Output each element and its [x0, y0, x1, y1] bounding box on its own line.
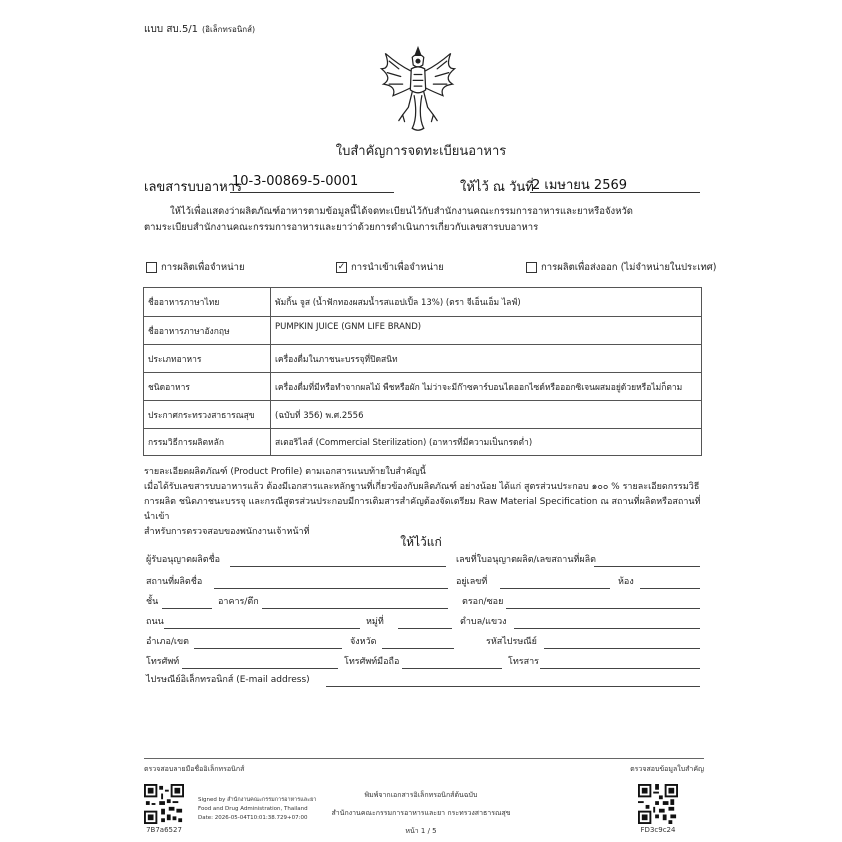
signer-org: Food and Drug Administration, Thailand [198, 806, 308, 812]
verify-signature-label: ตรวจสอบลายมือชื่ออิเล็กทรอนิกส์ [144, 765, 245, 773]
licensee-name-field[interactable] [230, 566, 446, 567]
table-row [144, 288, 702, 317]
moo-label: หมู่ที่ [366, 617, 384, 627]
form-code [144, 22, 255, 37]
phone-label: โทรศัพท์ [146, 657, 180, 667]
intro-paragraph [144, 204, 704, 236]
table-row [144, 345, 702, 373]
note-line: การผลิต ชนิดภาชนะบรรจุ และกรณีสูตรส่วนประกอบมีการเติมสารสำคัญต้องจัดเตรียม Raw Material Specification ณ สถานที่ผลิตหรือสถานที่นำเข้า [144, 497, 701, 522]
option-export-production[interactable] [526, 260, 717, 275]
subdistrict-label: ตำบล/แขวง [460, 617, 507, 627]
table-row [144, 429, 702, 456]
signed-by: Signed by สำนักงานคณะกรรมการอาหารและยา [198, 797, 317, 803]
note-line: เมื่อได้รับเลขสารบบอาหารแล้ว ต้องมีเอกสารและหลักฐานที่เกี่ยวข้องกับผลิตภัณฑ์ อย่างน้อย ได้แก่ สูตรส่วนประกอบ ๑๐๐ % รายละเอียดกรรมวิธี [144, 482, 700, 492]
note-line: รายละเอียดผลิตภัณฑ์ (Product Profile) ตามเอกสารแนบท้ายใบสำคัญนี้ [144, 467, 426, 477]
row-value: พัมกิ้น จูส (น้ำฟักทองผสมน้ำรสแอปเปิ้ล 13%) (ตรา จีเอ็นเอ็ม ไลฟ์) [271, 288, 702, 317]
row-label: ประกาศกระทรวงสาธารณสุข [144, 401, 271, 429]
building-label: อาคาร/ตึก [218, 597, 259, 607]
issued-underline [530, 192, 700, 193]
checkbox-checked-icon[interactable]: ✓ [337, 262, 346, 272]
address-no-label: อยู่เลขที่ [456, 577, 488, 587]
row-label: ชนิดอาหาร [144, 373, 271, 401]
room-field[interactable] [640, 588, 700, 589]
table-row [144, 373, 702, 401]
table-row [144, 401, 702, 429]
floor-field[interactable] [162, 608, 212, 609]
phone-field[interactable] [182, 668, 338, 669]
mobile-label: โทรศัพท์มือถือ [344, 657, 400, 667]
issued-date: 2 เมษายน 2569 [532, 178, 628, 193]
qr-left-code: 7B7a6527 [146, 826, 182, 834]
room-label: ห้อง [618, 577, 634, 587]
building-field[interactable] [262, 608, 448, 609]
option-label: การนำเข้าเพื่อจำหน่าย [351, 262, 444, 273]
row-label: ประเภทอาหาร [144, 345, 271, 373]
document-title: ใบสำคัญการจดทะเบียนอาหาร [335, 144, 507, 159]
intro-line-2: ตามระเบียบสำนักงานคณะกรรมการอาหารและยาว่าด้วยการดำเนินการเกี่ยวกับเลขสารบบอาหาร [144, 222, 539, 233]
qr-right-code: FD3c9c24 [640, 826, 676, 834]
note-line: สำหรับการตรวจสอบของพนักงานเจ้าหน้าที่ [144, 527, 310, 537]
row-label: ชื่ออาหารภาษาไทย [144, 288, 271, 317]
table-row [144, 317, 702, 345]
office-name: สำนักงานคณะกรรมการอาหารและยา กระทรวงสาธารณสุข [331, 809, 511, 817]
province-field[interactable] [382, 648, 454, 649]
email-field[interactable] [326, 686, 700, 687]
option-domestic-production[interactable] [146, 260, 245, 275]
place-name-label: สถานที่ผลิตชื่อ [146, 577, 203, 587]
fax-label: โทรสาร [508, 657, 539, 667]
row-value: PUMPKIN JUICE (GNM LIFE BRAND) [271, 317, 702, 345]
alley-label: ตรอก/ซอย [462, 597, 504, 607]
option-import[interactable] [336, 260, 444, 275]
row-value: สเตอริไลส์ (Commercial Sterilization) (อาหารที่มีความเป็นกรดต่ำ) [271, 429, 702, 456]
notes-block [144, 465, 704, 540]
option-label: การผลิตเพื่อจำหน่าย [161, 262, 245, 273]
row-value: (ฉบับที่ 356) พ.ศ.2556 [271, 401, 702, 429]
license-no-label: เลขที่ใบอนุญาตผลิต/เลขสถานที่ผลิต [456, 555, 597, 565]
issued-label: ให้ไว้ ณ วันที่ [460, 180, 534, 195]
food-info-table [143, 287, 702, 456]
row-value: เครื่องดื่มในภาชนะบรรจุที่ปิดสนิท [271, 345, 702, 373]
place-name-field[interactable] [214, 588, 448, 589]
checkbox-unchecked-icon[interactable] [146, 262, 157, 273]
issued-to-heading: ให้ไว้แก่ [400, 535, 442, 549]
printed-from: พิมพ์จากเอกสารอิเล็กทรอนิกส์ต้นฉบับ [364, 791, 478, 799]
postal-code-label: รหัสไปรษณีย์ [486, 637, 537, 647]
option-label: การผลิตเพื่อส่งออก (ไม่จำหน่ายในประเทศ) [541, 262, 717, 273]
registration-label: เลขสารบบอาหาร [144, 180, 242, 195]
qr-code-icon[interactable] [638, 784, 678, 824]
registration-number: 10-3-00869-5-0001 [232, 174, 359, 189]
subdistrict-field[interactable] [514, 628, 700, 629]
sign-date: Date: 2026-05-04T10:01:38.729+07:00 [198, 815, 308, 821]
page-number: หน้า 1 / 5 [405, 827, 437, 835]
floor-label: ชั้น [146, 597, 159, 607]
row-label: กรรมวิธีการผลิตหลัก [144, 429, 271, 456]
mobile-field[interactable] [402, 668, 502, 669]
footer-separator [144, 758, 704, 759]
email-label: ไปรษณีย์อิเล็กทรอนิกส์ (E-mail address) [146, 675, 310, 685]
verify-certificate-label: ตรวจสอบข้อมูลใบสำคัญ [630, 765, 704, 773]
row-value: เครื่องดื่มที่มีหรือทำจากผลไม้ พืชหรือผัก ไม่ว่าจะมีก๊าซคาร์บอนไดออกไซด์หรือออกซิเจนผสมอยู่ด้วยหรือไม่ก็ตาม [271, 373, 702, 401]
checkbox-unchecked-icon[interactable] [526, 262, 537, 273]
intro-line-1: ให้ไว้เพื่อแสดงว่าผลิตภัณฑ์อาหารตามข้อมูลนี้ได้จดทะเบียนไว้กับสำนักงานคณะกรรมการอาหารและยาหรือจังหวัด [170, 206, 633, 217]
district-label: อำเภอ/เขต [146, 637, 189, 647]
form-code-note: (อิเล็กทรอนิกส์) [202, 25, 256, 34]
alley-field[interactable] [506, 608, 700, 609]
licensee-name-label: ผู้รับอนุญาตผลิตชื่อ [146, 555, 221, 565]
road-label: ถนน [146, 617, 164, 627]
province-label: จังหวัด [350, 637, 377, 647]
road-field[interactable] [164, 628, 360, 629]
row-label: ชื่ออาหารภาษาอังกฤษ [144, 317, 271, 345]
address-no-field[interactable] [500, 588, 610, 589]
form-code-text: แบบ สบ.5/1 [144, 24, 199, 35]
registration-underline [230, 192, 394, 193]
district-field[interactable] [194, 648, 342, 649]
license-no-field[interactable] [594, 566, 700, 567]
fax-field[interactable] [540, 668, 700, 669]
garuda-emblem-icon [370, 40, 466, 136]
moo-field[interactable] [398, 628, 452, 629]
postal-code-field[interactable] [544, 648, 700, 649]
